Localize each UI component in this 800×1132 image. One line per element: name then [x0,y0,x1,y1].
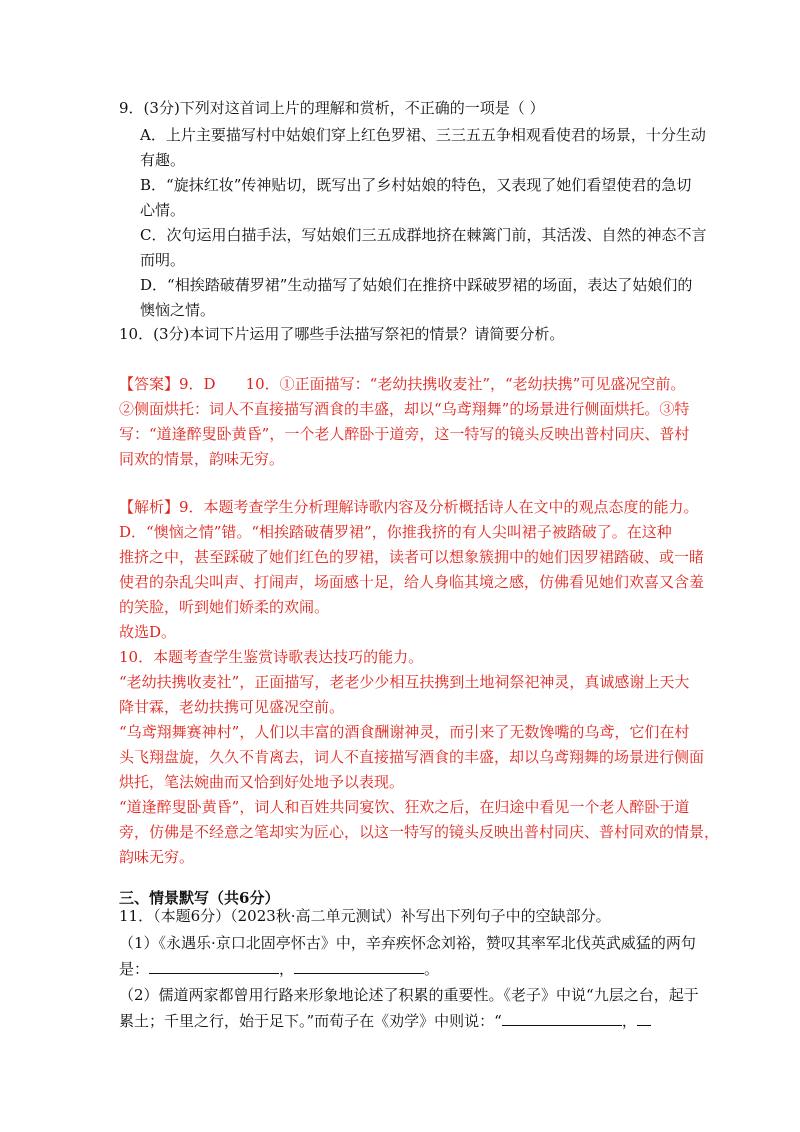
analysis-line: D．“懊恼之情”错。“相挨踏破蒨罗裙”，你推我挤的有人尖叫裙子被踏破了。在这种 [119,523,672,541]
answer-line: 写：“道逢醉叟卧黄昏”，一个老人醉卧于道旁，这一特写的镜头反映出普村同庆、普村 [119,425,690,443]
answer-line: ②侧面烘托：词人不直接描写酒食的丰盛，却以“乌鸢翔舞”的场景进行侧面烘托。③特 [119,400,690,418]
q11-sub2-blanks [119,1011,651,1031]
analysis-line: “乌鸢翔舞赛神村”，人们以丰富的酒食酬谢神灵，而引来了无数馋嘴的乌鸢，它们在村 [119,723,690,741]
q9-option-c-cont: 而明。 [140,251,186,269]
q9-stem: 9．(3分)下列对这首词上片的理解和赏析，不正确的一项是（ ） [119,99,545,117]
answer-line: 同欢的情景，韵味无穷。 [119,450,285,468]
analysis-line: 头飞翔盘旋，久久不肯离去，词人不直接描写酒食的丰盛，却以乌鸢翔舞的场景进行侧面 [119,748,705,766]
answer-blank[interactable] [149,959,279,974]
q9-option-a: A．上片主要描写村中姑娘们穿上红色罗裙、三三五五争相观看使君的场景，十分生动 [140,126,706,144]
analysis-line: 韵味无穷。 [119,848,195,866]
q11-sub2: （2）儒道两家都曾用行路来形象地论述了积累的重要性。《老子》中说“九层之台，起于 [119,986,699,1004]
answer-blank[interactable] [294,959,424,974]
period: 。 [424,960,440,978]
analysis-line: 降甘霖，老幼扶携可见盛况空前。 [119,698,345,716]
q9-option-b: B．“旋抹红妆”传神贴切，既写出了乡村姑娘的特色，又表现了她们看望使君的急切 [140,176,692,194]
q11-sub2-prefix: 累土；千里之行，始于足下。”而荀子在《劝学》中则说：“ [119,1012,502,1030]
q9-option-d-cont: 懊恼之情。 [140,301,216,319]
comma: ， [279,960,295,978]
comma: ， [621,1012,637,1030]
analysis-line: “道逢醉叟卧黄昏”，词人和百姓共同宴饮、狂欢之后，在归途中看见一个老人醉卧于道 [119,798,690,816]
q9-option-d: D．“相挨踏破蒨罗裙”生动描写了姑娘们在推挤中踩破罗裙的场面，表达了姑娘们的 [140,276,693,294]
q11-sub1: （1）《永遇乐·京口北固亭怀古》中，辛弃疾怀念刘裕，赞叹其率军北伐英武威猛的两句 [119,934,696,952]
analysis-line: “老幼扶携收麦社”，正面描写，老老少少相互扶携到土地祠祭祀神灵，真诚感谢上天大 [119,673,690,691]
analysis-line: 烘托，笔法婉曲而又恰到好处地予以表现。 [119,773,405,791]
q9-option-b-cont: 心情。 [140,201,186,219]
answer-line: 【答案】9．D 10．①正面描写：“老幼扶携收麦社”，“老幼扶携”可见盛况空前。 [119,375,686,393]
answer-blank[interactable] [637,1011,651,1026]
q11-sub1-blanks [119,959,439,979]
analysis-line: 10．本题考查学生鉴赏诗歌表达技巧的能力。 [119,648,424,666]
analysis-line: 故选D。 [119,623,177,641]
analysis-line: 旁，仿佛是不经意之笔却实为匠心，以这一特写的镜头反映出普村同庆、普村同欢的情景， [119,823,720,841]
analysis-line: 的笑脸，听到她们娇柔的欢闹。 [119,598,330,616]
analysis-line: 使君的杂乱尖叫声、打闹声，场面感十足，给人身临其境之感，仿佛看见她们欢喜又含羞 [119,573,705,591]
answer-blank[interactable] [502,1011,622,1026]
analysis-line: 推挤之中，甚至踩破了她们红色的罗裙，读者可以想象簇拥中的她们因罗裙踏破、或一睹 [119,548,705,566]
q10-stem: 10．(3分)本词下片运用了哪些手法描写祭祀的情景？请简要分析。 [119,325,565,343]
q9-option-a-cont: 有趣。 [140,151,186,169]
q9-option-c: C．次句运用白描手法，写姑娘们三五成群地挤在棘篱门前，其活泼、自然的神态不言 [140,226,707,244]
q11-sub1-prefix: 是： [119,960,150,978]
analysis-line: 【解析】9．本题考查学生分析理解诗歌内容及分析概括诗人在文中的观点态度的能力。 [119,498,699,516]
section-heading: 三、情景默写（共6分） [119,889,280,907]
q11-stem: 11．（本题6分）（2023秋·高二单元测试）补写出下列句子中的空缺部分。 [119,907,611,925]
